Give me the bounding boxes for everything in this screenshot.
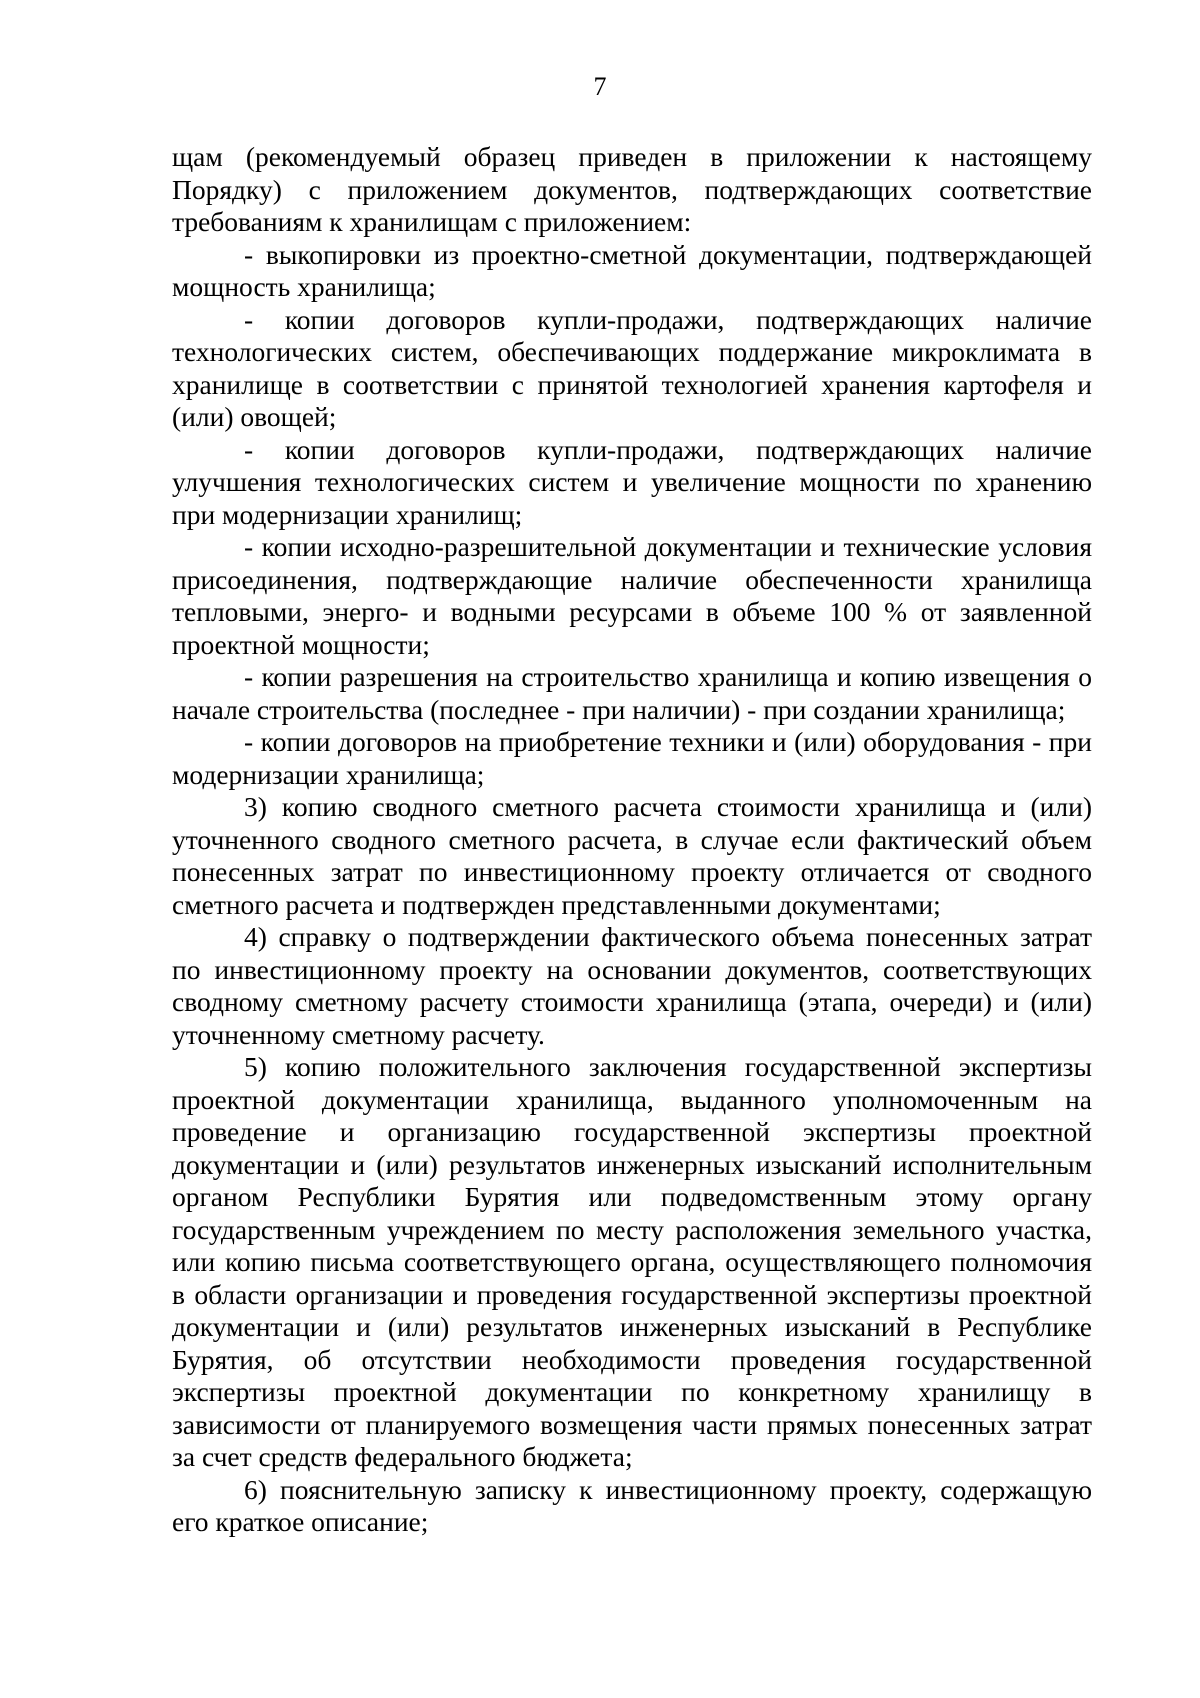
list-item-extract: - выкопировки из проектно-сметной документации, подтверждающей мощность хранилища; <box>172 238 1092 302</box>
paragraph-continuation: щам (рекомендуемый образец приведен в приложении к настоящему Порядку) с приложением документов, подтверждающих соответствие требованиям к хранилищам с приложением: <box>172 141 1092 237</box>
item-6-explanatory-note: 6) пояснительную записку к инвестиционному проекту, содержащую его краткое описание; <box>172 1473 1092 1537</box>
list-item-purchase-contracts-systems: - копии договоров купли-продажи, подтверждающих наличие технологических систем, обеспечивающих поддержание микроклимата в хранилище в соответствии с принятой технологией хранения картофеля и (или) овощей; <box>172 303 1092 432</box>
item-4-cost-certificate: 4) справку о подтверждении фактического объема понесенных затрат по инвестиционному проекту на основании документов, соответствующих сводному сметному расчету стоимости хранилища (этапа, очереди) и (или) уточненному сметному расчету. <box>172 921 1092 1050</box>
document-body <box>172 141 1092 1539</box>
list-item-construction-permit: - копии разрешения на строительство хранилища и копию извещения о начале строительства (последнее - при наличии) - при создании хранилища; <box>172 661 1092 725</box>
list-item-purchase-contracts-improvements: - копии договоров купли-продажи, подтверждающих наличие улучшения технологических систем и увеличение мощности по хранению при модернизации хранилищ; <box>172 433 1092 530</box>
page-number: 7 <box>593 72 607 101</box>
list-item-equipment-contracts: - копии договоров на приобретение техники и (или) оборудования - при модернизации хранилища; <box>172 726 1092 790</box>
list-item-permit-documentation: - копии исходно-разрешительной документации и технические условия присоединения, подтверждающие наличие обеспеченности хранилища тепловыми, энерго- и водными ресурсами в объеме 100 % от заявленной проектной мощности; <box>172 531 1092 660</box>
item-5-expertise-conclusion: 5) копию положительного заключения государственной экспертизы проектной документации хранилища, выданного уполномоченным на проведение и организацию государственной экспертизы проектной документации и (или) результатов инженерных изысканий исполнительным органом Республики Бурятия или подведомственным этому органу государственным учреждением по месту расположения земельного участка, или копию письма соответствующего органа, осуществляющего полномочия в области организации и проведения государственной экспертизы проектной документации и (или) результатов инженерных изысканий в Республике Бурятия, об отсутствии необходимости проведения государственной экспертизы проектной документации по конкретному хранилищу в зависимости от планируемого возмещения части прямых понесенных затрат за счет средств федерального бюджета; <box>172 1051 1092 1472</box>
item-3-estimate: 3) копию сводного сметного расчета стоимости хранилища и (или) уточненного сводного сметного расчета, в случае если фактический объем понесенных затрат по инвестиционному проекту отличается от сводного сметного расчета и подтвержден представленными документами; <box>172 791 1092 920</box>
